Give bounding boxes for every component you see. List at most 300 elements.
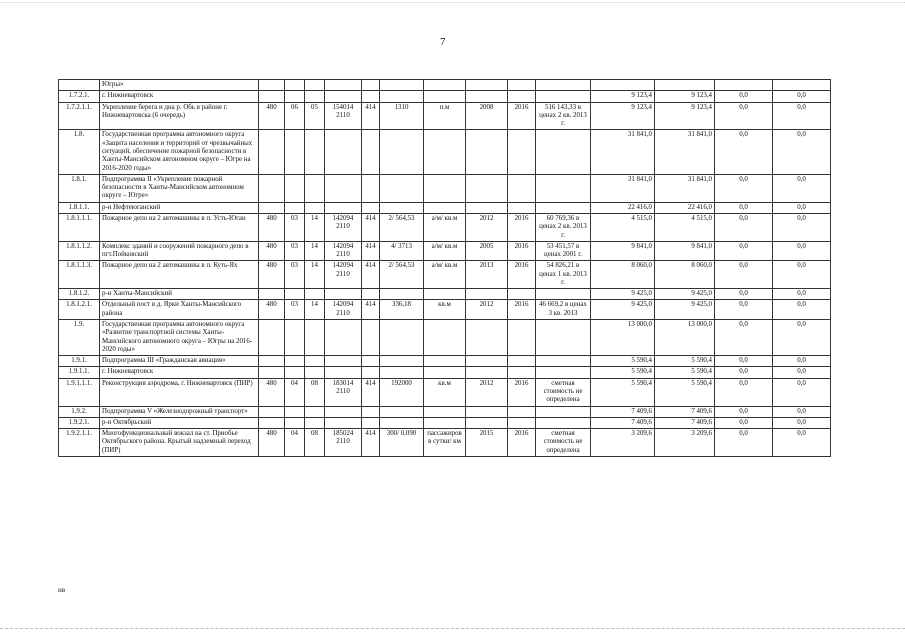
table-cell bbox=[259, 130, 285, 174]
table-cell: 2012 bbox=[466, 378, 508, 406]
table-cell bbox=[380, 80, 424, 91]
table-cell: кв.м bbox=[424, 300, 466, 320]
table-cell: 0,0 bbox=[715, 241, 773, 261]
table-row bbox=[59, 174, 831, 202]
table-cell bbox=[362, 406, 380, 417]
table-cell: 0,0 bbox=[773, 261, 831, 289]
table-cell bbox=[285, 80, 305, 91]
scan-bottom-edge bbox=[0, 628, 905, 629]
table-cell: 7 409,6 bbox=[591, 417, 655, 428]
table-cell bbox=[466, 417, 508, 428]
table-cell bbox=[305, 91, 325, 102]
table-cell bbox=[259, 91, 285, 102]
table-cell: 06 bbox=[285, 102, 305, 130]
table-cell: 414 bbox=[362, 241, 380, 261]
row-number: 1.8.1.1. bbox=[59, 202, 100, 213]
table-cell bbox=[424, 289, 466, 300]
table-cell: 480 bbox=[259, 241, 285, 261]
table-cell bbox=[536, 367, 591, 378]
row-name: Югры» bbox=[100, 80, 259, 91]
table-cell bbox=[325, 289, 362, 300]
table-cell bbox=[285, 356, 305, 367]
table-body bbox=[59, 80, 831, 457]
table-row bbox=[59, 378, 831, 406]
row-name: Укрепление берега и дна р. Обь в районе г. Нижневартовска (6 очередь) bbox=[100, 102, 259, 130]
table-row bbox=[59, 289, 831, 300]
table-cell: 480 bbox=[259, 261, 285, 289]
table-cell: 7 409,6 bbox=[655, 417, 715, 428]
table-cell: 0,0 bbox=[773, 174, 831, 202]
table-cell: а/м/ кв.м bbox=[424, 241, 466, 261]
table-cell: кв.м bbox=[424, 378, 466, 406]
table-cell bbox=[591, 80, 655, 91]
table-cell: пассажиров в сутки/ км bbox=[424, 429, 466, 457]
table-cell: 0,0 bbox=[715, 378, 773, 406]
table-cell: а/м/ кв.м bbox=[424, 213, 466, 241]
table-cell: 2013 bbox=[466, 261, 508, 289]
table-cell: 142094 2110 bbox=[325, 261, 362, 289]
table-cell bbox=[424, 174, 466, 202]
table-cell bbox=[362, 367, 380, 378]
table-cell: 0,0 bbox=[773, 213, 831, 241]
table-cell: 9 123,4 bbox=[591, 91, 655, 102]
table-cell: 4 515,0 bbox=[591, 213, 655, 241]
table-cell: 03 bbox=[285, 213, 305, 241]
table-cell: 414 bbox=[362, 429, 380, 457]
table-cell bbox=[305, 289, 325, 300]
table-cell: 0,0 bbox=[773, 429, 831, 457]
table-cell: 480 bbox=[259, 213, 285, 241]
table-cell bbox=[380, 320, 424, 356]
table-cell: 2012 bbox=[466, 213, 508, 241]
table-cell bbox=[305, 202, 325, 213]
table-cell bbox=[508, 174, 536, 202]
table-cell bbox=[285, 91, 305, 102]
table-cell bbox=[362, 356, 380, 367]
table-cell bbox=[424, 130, 466, 174]
table-cell: 0,0 bbox=[715, 406, 773, 417]
table-cell bbox=[259, 289, 285, 300]
table-cell bbox=[715, 80, 773, 91]
table-cell: 0,0 bbox=[715, 91, 773, 102]
table-cell bbox=[285, 320, 305, 356]
table-cell: 2012 bbox=[466, 300, 508, 320]
table-cell: 46 669,2 в ценах 3 кв. 2013 bbox=[536, 300, 591, 320]
table-cell bbox=[773, 80, 831, 91]
row-number: 1.8.1.1.1. bbox=[59, 213, 100, 241]
table-cell bbox=[362, 130, 380, 174]
table-cell bbox=[259, 367, 285, 378]
table-cell bbox=[285, 367, 305, 378]
table-row bbox=[59, 406, 831, 417]
table-row bbox=[59, 91, 831, 102]
table-cell bbox=[362, 174, 380, 202]
table-cell: 0,0 bbox=[715, 289, 773, 300]
table-cell bbox=[362, 417, 380, 428]
row-name: Пожарное депо на 2 автомашины в п. Куть-Ях bbox=[100, 261, 259, 289]
table-cell: 08 bbox=[305, 378, 325, 406]
table-cell: 14 bbox=[305, 300, 325, 320]
table-cell: 142094 2110 bbox=[325, 213, 362, 241]
table-cell bbox=[536, 174, 591, 202]
table-cell bbox=[325, 406, 362, 417]
table-cell bbox=[285, 406, 305, 417]
table-cell bbox=[362, 289, 380, 300]
table-cell: 480 bbox=[259, 378, 285, 406]
table-cell bbox=[259, 406, 285, 417]
table-row bbox=[59, 261, 831, 289]
table-cell bbox=[305, 320, 325, 356]
table-cell bbox=[259, 320, 285, 356]
table-cell: 0,0 bbox=[773, 367, 831, 378]
table-row bbox=[59, 102, 831, 130]
table-cell: 480 bbox=[259, 102, 285, 130]
table-cell: 0,0 bbox=[773, 130, 831, 174]
table-cell bbox=[424, 80, 466, 91]
table-cell: 0,0 bbox=[715, 367, 773, 378]
table-cell: 05 bbox=[305, 102, 325, 130]
table-cell: 0,0 bbox=[773, 320, 831, 356]
table-cell: 9 425,0 bbox=[655, 289, 715, 300]
table-cell bbox=[536, 202, 591, 213]
table-cell bbox=[536, 356, 591, 367]
table-cell: 0,0 bbox=[715, 300, 773, 320]
table-cell: 0,0 bbox=[773, 91, 831, 102]
row-name: р-н Нефтеюганский bbox=[100, 202, 259, 213]
table-cell bbox=[466, 320, 508, 356]
row-number: 1.9.2.1.1. bbox=[59, 429, 100, 457]
table-row bbox=[59, 130, 831, 174]
table-cell: 336,18 bbox=[380, 300, 424, 320]
table-cell bbox=[305, 417, 325, 428]
table-cell bbox=[380, 417, 424, 428]
table-cell bbox=[259, 80, 285, 91]
row-number: 1.9.1.1. bbox=[59, 367, 100, 378]
table-row bbox=[59, 367, 831, 378]
table-cell: 185024 2110 bbox=[325, 429, 362, 457]
table-cell: 9 425,0 bbox=[655, 300, 715, 320]
table-cell bbox=[466, 356, 508, 367]
row-name: Многофункциональный вокзал на ст. Приобье Октябрьского района. Крытый надземный переход (ПИР) bbox=[100, 429, 259, 457]
table-cell: 2008 bbox=[466, 102, 508, 130]
table-cell bbox=[380, 202, 424, 213]
table-row bbox=[59, 300, 831, 320]
table-cell bbox=[424, 417, 466, 428]
table-cell: 414 bbox=[362, 261, 380, 289]
table-cell bbox=[508, 356, 536, 367]
table-cell bbox=[325, 130, 362, 174]
table-cell: 0,0 bbox=[773, 378, 831, 406]
row-name: Комплекс зданий и сооружений пожарного депо в пгт.Пойковский bbox=[100, 241, 259, 261]
table-cell: 0,0 bbox=[773, 406, 831, 417]
table-cell: 300/ 0,090 bbox=[380, 429, 424, 457]
row-name: Государственная программа автономного округа «Защита населения и территорий от чрезвычайных ситуаций, обеспечение пожарной безопасности в Ханты-Мансийском автономном округе – Югре на 2016-2020 годы» bbox=[100, 130, 259, 174]
row-number: 1.9.1. bbox=[59, 356, 100, 367]
row-name: р-н Ханты-Мансийский bbox=[100, 289, 259, 300]
table-cell bbox=[259, 356, 285, 367]
table-cell: 0,0 bbox=[773, 300, 831, 320]
table-cell: 0,0 bbox=[715, 213, 773, 241]
table-cell bbox=[305, 80, 325, 91]
table-cell bbox=[466, 174, 508, 202]
table-cell: 0,0 bbox=[715, 102, 773, 130]
table-cell: 14 bbox=[305, 241, 325, 261]
table-cell bbox=[508, 406, 536, 417]
table-cell: 516 143,33 в ценах 2 кв. 2013 г. bbox=[536, 102, 591, 130]
table-cell: 2016 bbox=[508, 261, 536, 289]
row-number: 1.7.2.1.1. bbox=[59, 102, 100, 130]
table-cell: 31 841,0 bbox=[655, 130, 715, 174]
table-cell: 480 bbox=[259, 300, 285, 320]
table-cell: 4 515,0 bbox=[655, 213, 715, 241]
table-cell: п.м bbox=[424, 102, 466, 130]
table-cell: 5 590,4 bbox=[591, 356, 655, 367]
row-number: 1.8.1.1.2. bbox=[59, 241, 100, 261]
table-cell bbox=[285, 174, 305, 202]
table-cell: 0,0 bbox=[773, 356, 831, 367]
table-cell bbox=[466, 202, 508, 213]
table-cell: 60 769,36 в ценах 2 кв. 2013 г. bbox=[536, 213, 591, 241]
table-cell: 183014 2110 bbox=[325, 378, 362, 406]
table-row bbox=[59, 429, 831, 457]
table-cell bbox=[424, 367, 466, 378]
table-cell: 0,0 bbox=[715, 417, 773, 428]
table-cell bbox=[380, 367, 424, 378]
table-cell: 480 bbox=[259, 429, 285, 457]
table-cell bbox=[536, 289, 591, 300]
table-cell: 03 bbox=[285, 300, 305, 320]
table-cell bbox=[325, 367, 362, 378]
table-cell: 0,0 bbox=[715, 261, 773, 289]
row-name: Государственная программа автономного округа «Развитие транспортной системы Ханты-Мансийского автономного округа – Югры на 2016-2020 годы» bbox=[100, 320, 259, 356]
table-cell: 4/ 3713 bbox=[380, 241, 424, 261]
table-cell: 9 841,0 bbox=[655, 241, 715, 261]
table-cell bbox=[424, 91, 466, 102]
table-cell bbox=[285, 202, 305, 213]
table-cell: 9 123,4 bbox=[591, 102, 655, 130]
table-cell: 414 bbox=[362, 102, 380, 130]
table-cell: 2/ 564,53 bbox=[380, 213, 424, 241]
table-cell bbox=[285, 289, 305, 300]
table-cell bbox=[380, 406, 424, 417]
table-cell: 142094 2110 bbox=[325, 241, 362, 261]
table-cell: 5 590,4 bbox=[591, 367, 655, 378]
table-cell bbox=[536, 406, 591, 417]
table-cell bbox=[325, 174, 362, 202]
table-cell: 2016 bbox=[508, 300, 536, 320]
table-cell: 31 841,0 bbox=[591, 130, 655, 174]
table-cell bbox=[380, 356, 424, 367]
table-cell: 08 bbox=[305, 429, 325, 457]
table-cell: 5 590,4 bbox=[591, 378, 655, 406]
table-cell bbox=[508, 289, 536, 300]
table-cell: 03 bbox=[285, 261, 305, 289]
table-cell bbox=[380, 289, 424, 300]
table-cell bbox=[305, 406, 325, 417]
table-cell: 14 bbox=[305, 213, 325, 241]
row-number: 1.8.1.1.3. bbox=[59, 261, 100, 289]
table-cell: 0,0 bbox=[715, 174, 773, 202]
table-cell: 3 209,6 bbox=[591, 429, 655, 457]
table-cell: 7 409,6 bbox=[591, 406, 655, 417]
table-cell bbox=[536, 130, 591, 174]
table-row bbox=[59, 356, 831, 367]
row-number: 1.9.2.1. bbox=[59, 417, 100, 428]
table-cell: 0,0 bbox=[715, 202, 773, 213]
row-number: 1.7.2.1. bbox=[59, 91, 100, 102]
table-cell bbox=[325, 202, 362, 213]
table-cell bbox=[536, 91, 591, 102]
table-cell: 5 590,4 bbox=[655, 378, 715, 406]
row-name: г. Нижневартовск bbox=[100, 91, 259, 102]
table-cell: 414 bbox=[362, 378, 380, 406]
table-cell bbox=[362, 202, 380, 213]
table-row bbox=[59, 202, 831, 213]
table-cell: 154014 2110 bbox=[325, 102, 362, 130]
table-cell: 2016 bbox=[508, 429, 536, 457]
table-cell: 0,0 bbox=[715, 429, 773, 457]
table-cell: 414 bbox=[362, 300, 380, 320]
row-name: Подпрограмма III «Гражданская авиация» bbox=[100, 356, 259, 367]
table-cell: 5 590,4 bbox=[655, 367, 715, 378]
table-cell bbox=[466, 367, 508, 378]
table-cell bbox=[305, 130, 325, 174]
table-cell: 9 425,0 bbox=[591, 289, 655, 300]
table-cell bbox=[508, 91, 536, 102]
table-cell bbox=[259, 202, 285, 213]
table-cell bbox=[380, 130, 424, 174]
table-cell bbox=[466, 289, 508, 300]
table-cell bbox=[466, 406, 508, 417]
row-name: р-н Октябрьский bbox=[100, 417, 259, 428]
table-cell: 8 060,0 bbox=[655, 261, 715, 289]
table-cell bbox=[424, 320, 466, 356]
table-cell bbox=[305, 356, 325, 367]
table-cell bbox=[325, 80, 362, 91]
table-cell bbox=[325, 91, 362, 102]
table-cell: 2016 bbox=[508, 213, 536, 241]
row-name: Подпрограмма V «Железнодорожный транспорт» bbox=[100, 406, 259, 417]
table-cell bbox=[285, 417, 305, 428]
table-cell: 9 841,0 bbox=[591, 241, 655, 261]
table-cell bbox=[305, 174, 325, 202]
table-cell bbox=[536, 417, 591, 428]
table-row bbox=[59, 417, 831, 428]
table-cell: сметная стоимость не определена bbox=[536, 429, 591, 457]
row-name: Реконструкция аэродрома, г. Нижневартовск (ПИР) bbox=[100, 378, 259, 406]
table-cell: 0,0 bbox=[773, 102, 831, 130]
table-cell bbox=[424, 406, 466, 417]
table-cell bbox=[325, 320, 362, 356]
table-cell: 8 060,0 bbox=[591, 261, 655, 289]
table-cell bbox=[259, 174, 285, 202]
row-number: 1.9.2. bbox=[59, 406, 100, 417]
table-cell: 2/ 564,53 bbox=[380, 261, 424, 289]
table-cell bbox=[655, 80, 715, 91]
budget-table bbox=[58, 79, 831, 457]
row-number: 1.8.1.2.1. bbox=[59, 300, 100, 320]
table-cell bbox=[285, 130, 305, 174]
table-cell: 13 000,0 bbox=[655, 320, 715, 356]
table-cell: 31 841,0 bbox=[655, 174, 715, 202]
row-number bbox=[59, 80, 100, 91]
row-number: 1.9.1.1.1. bbox=[59, 378, 100, 406]
row-name: Отдельный пост в д. Ярки Ханты-Мансийского района bbox=[100, 300, 259, 320]
table-cell bbox=[536, 320, 591, 356]
table-cell bbox=[380, 91, 424, 102]
table-cell: 9 425,0 bbox=[591, 300, 655, 320]
table-cell: 3 209,6 bbox=[655, 429, 715, 457]
table-cell bbox=[362, 91, 380, 102]
table-cell: а/м/ кв.м bbox=[424, 261, 466, 289]
table-cell: 54 826,21 в ценах 1 кв. 2013 г. bbox=[536, 261, 591, 289]
table-cell bbox=[325, 356, 362, 367]
table-cell bbox=[325, 417, 362, 428]
table-cell bbox=[305, 367, 325, 378]
table-cell: 0,0 bbox=[773, 289, 831, 300]
table-cell bbox=[508, 367, 536, 378]
table-cell: 9 123,4 bbox=[655, 91, 715, 102]
table-cell bbox=[466, 80, 508, 91]
scan-top-edge bbox=[0, 2, 905, 3]
table-cell: 04 bbox=[285, 429, 305, 457]
table-cell: 2016 bbox=[508, 378, 536, 406]
table-cell: 0,0 bbox=[715, 130, 773, 174]
page-number: 7 bbox=[440, 36, 446, 48]
table-cell: 0,0 bbox=[773, 241, 831, 261]
table-cell: 2016 bbox=[508, 102, 536, 130]
table-cell: 192000 bbox=[380, 378, 424, 406]
table-cell: 53 451,57 в ценах 2001 г. bbox=[536, 241, 591, 261]
table-cell bbox=[424, 202, 466, 213]
row-name: Пожарное депо на 2 автомашины в п. Усть-Юган bbox=[100, 213, 259, 241]
row-number: 1.8.1. bbox=[59, 174, 100, 202]
table-row bbox=[59, 80, 831, 91]
row-number: 1.9. bbox=[59, 320, 100, 356]
table-cell bbox=[259, 417, 285, 428]
table-cell bbox=[362, 80, 380, 91]
table-cell: 2005 bbox=[466, 241, 508, 261]
table-cell bbox=[508, 417, 536, 428]
table-cell: 0,0 bbox=[773, 417, 831, 428]
row-number: 1.8. bbox=[59, 130, 100, 174]
table-cell bbox=[508, 130, 536, 174]
table-cell bbox=[508, 320, 536, 356]
table-cell: 14 bbox=[305, 261, 325, 289]
table-cell: 142094 2110 bbox=[325, 300, 362, 320]
table-cell: 2015 bbox=[466, 429, 508, 457]
table-cell bbox=[380, 174, 424, 202]
footer-mark: нв bbox=[58, 586, 66, 594]
table-cell: 13 000,0 bbox=[591, 320, 655, 356]
table-cell: 0,0 bbox=[715, 320, 773, 356]
table-cell: 31 841,0 bbox=[591, 174, 655, 202]
table-cell bbox=[466, 91, 508, 102]
table-cell: 03 bbox=[285, 241, 305, 261]
row-name: Подпрограмма II «Укрепление пожарной безопасности в Ханты-Мансийском автономном округе – Югре» bbox=[100, 174, 259, 202]
row-number: 1.8.1.2. bbox=[59, 289, 100, 300]
table-cell: 0,0 bbox=[773, 202, 831, 213]
table-cell: 7 409,6 bbox=[655, 406, 715, 417]
table-cell bbox=[508, 80, 536, 91]
table-cell: 22 416,0 bbox=[591, 202, 655, 213]
table-cell: 1310 bbox=[380, 102, 424, 130]
table-cell: 5 590,4 bbox=[655, 356, 715, 367]
table-row bbox=[59, 320, 831, 356]
table-cell bbox=[466, 130, 508, 174]
table-cell: сметная стоимость не определена bbox=[536, 378, 591, 406]
table-cell bbox=[424, 356, 466, 367]
